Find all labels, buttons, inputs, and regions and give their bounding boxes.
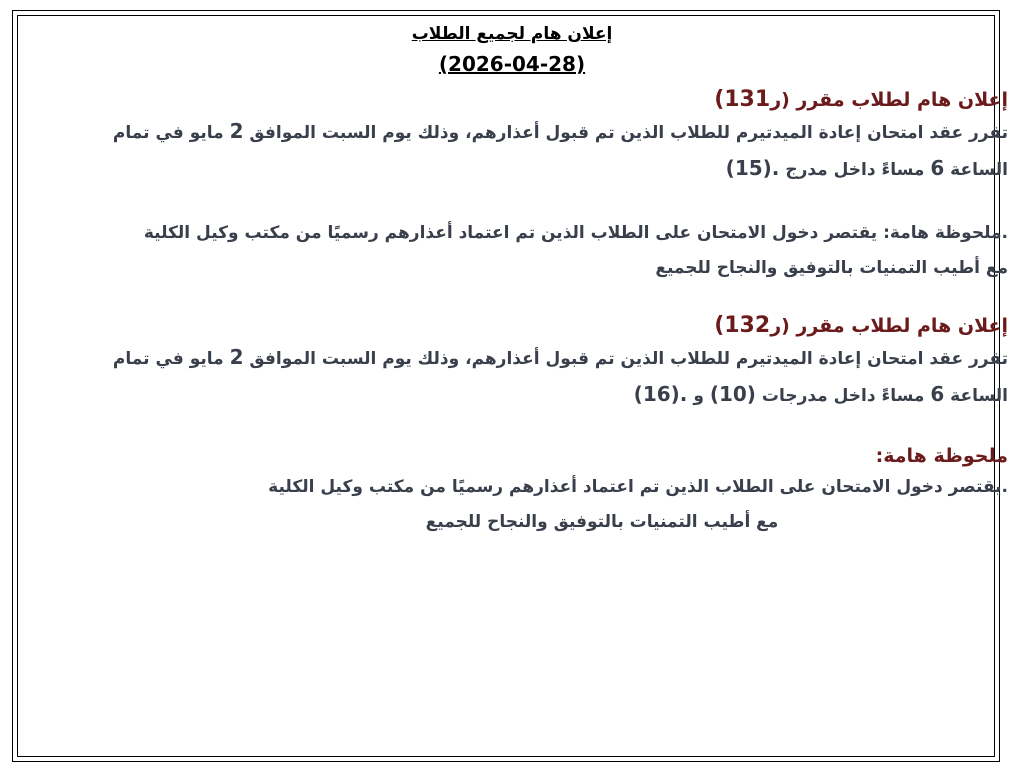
hall-number: .(15) bbox=[725, 156, 780, 180]
body-line-1 bbox=[16, 114, 1008, 151]
body-text: مايو في تمام bbox=[112, 349, 230, 369]
body-text: مساءً داخل مدرجات bbox=[755, 386, 931, 406]
course-code: 131) bbox=[714, 87, 771, 112]
document-header bbox=[16, 18, 1008, 80]
body-line-2 bbox=[16, 377, 1008, 414]
announcement-section-131 bbox=[16, 86, 1008, 286]
announcement-body bbox=[16, 340, 1008, 414]
closing-wishes: مع أطيب التمنيات بالتوفيق والنجاح للجميع bbox=[425, 512, 779, 532]
important-note: .ملحوظة هامة: يقتصر دخول الامتحان على الطلاب الذين تم اعتماد أعذارهم رسميًا من مكتب وكيل الكلية bbox=[143, 223, 1008, 243]
body-text: الساعة bbox=[944, 160, 1008, 180]
section-title-text: إعلان هام لطلاب مقرر (ر bbox=[770, 89, 1008, 111]
document-date: (2026-04-28) bbox=[438, 52, 586, 76]
course-code: 132) bbox=[714, 313, 771, 338]
body-text: مساءً داخل مدرج bbox=[779, 160, 931, 180]
hall-number: (10) bbox=[709, 382, 756, 406]
body-line-2 bbox=[16, 151, 1008, 188]
body-text: الساعة bbox=[944, 386, 1008, 406]
closing-wishes: مع أطيب التمنيات بالتوفيق والنجاح للجميع bbox=[655, 258, 1008, 278]
body-line-1 bbox=[16, 340, 1008, 377]
body-text: مايو في تمام bbox=[112, 123, 230, 143]
announcement-body bbox=[16, 114, 1008, 188]
announcement-section-132 bbox=[16, 312, 1008, 540]
body-text: تقرر عقد امتحان إعادة الميدتيرم للطلاب الذين تم قبول أعذارهم، وذلك يوم السبت الموافق bbox=[243, 349, 1008, 369]
section-title-text: إعلان هام لطلاب مقرر (ر bbox=[770, 315, 1008, 337]
day-number: 2 bbox=[229, 345, 244, 369]
announcement-document bbox=[16, 18, 1008, 540]
body-text: و bbox=[687, 386, 710, 406]
section-title bbox=[16, 312, 1008, 340]
hour-number: 6 bbox=[930, 382, 945, 406]
day-number: 2 bbox=[229, 119, 244, 143]
important-note-title: ملحوظة هامة: bbox=[875, 445, 1008, 467]
hour-number: 6 bbox=[930, 156, 945, 180]
body-text: تقرر عقد امتحان إعادة الميدتيرم للطلاب الذين تم قبول أعذارهم، وذلك يوم السبت الموافق bbox=[243, 123, 1008, 143]
section-title bbox=[16, 86, 1008, 114]
document-title: إعلان هام لجميع الطلاب bbox=[411, 24, 613, 44]
hall-number: .(16) bbox=[633, 382, 688, 406]
important-note: .يقتصر دخول الامتحان على الطلاب الذين تم اعتماد أعذارهم رسميًا من مكتب وكيل الكلية bbox=[268, 477, 1008, 497]
